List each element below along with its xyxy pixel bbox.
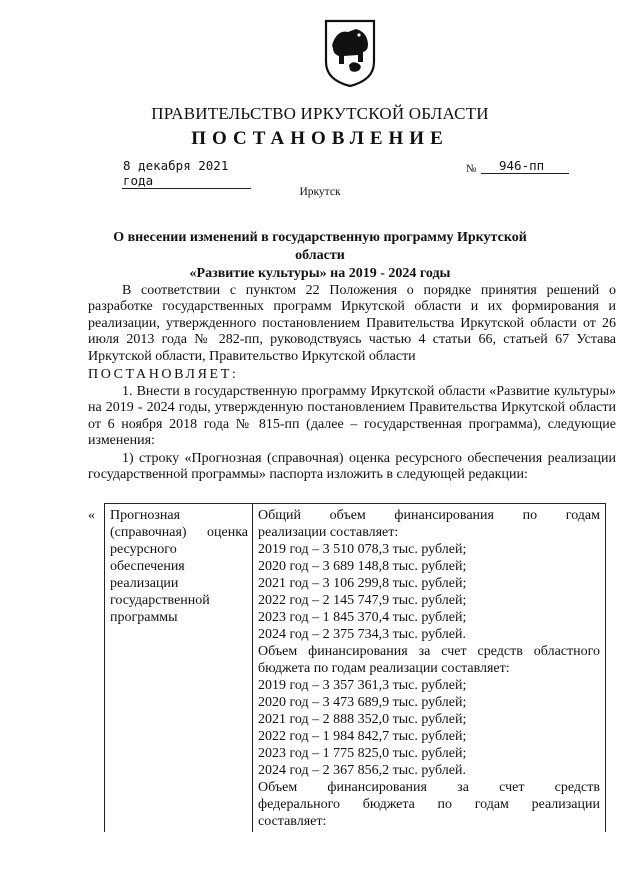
funding-line: Общий объем финансирования по годам	[258, 508, 600, 523]
funding-line: 2020 год – 3 473 689,9 тыс. рублей;	[258, 695, 467, 710]
document-title	[90, 229, 550, 283]
open-quote: «	[88, 508, 95, 523]
funding-line: 2023 год – 1 845 370,4 тыс. рублей;	[258, 610, 467, 625]
city-name: Иркутск	[299, 186, 341, 198]
decree-date: 8 декабря 2021 года	[122, 158, 251, 189]
funding-line: Объем финансирования за счет средств	[258, 780, 600, 795]
funding-line: 2019 год – 3 357 361,3 тыс. рублей;	[258, 678, 467, 693]
funding-line: составляет:	[258, 814, 327, 829]
funding-line: Объем финансирования за счет средств областного	[258, 644, 600, 659]
document-type-heading: ПОСТАНОВЛЕНИЕ	[191, 128, 449, 149]
funding-line: 2021 год – 3 106 299,8 тыс. рублей;	[258, 576, 467, 591]
decrees-heading: ПОСТАНОВЛЯЕТ:	[88, 367, 239, 382]
funding-line: 2024 год – 2 375 734,3 тыс. рублей.	[258, 627, 466, 642]
title-line-2: «Развитие культуры» на 2019 - 2024 годы	[189, 266, 451, 281]
funding-line: 2022 год – 2 145 747,9 тыс. рублей;	[258, 593, 467, 608]
irkutsk-coat-of-arms-emblem	[322, 18, 378, 88]
funding-line: 2020 год – 3 689 148,8 тыс. рублей;	[258, 559, 467, 574]
funding-line: 2021 год – 2 888 352,0 тыс. рублей;	[258, 712, 467, 727]
decree-number: 946-пп	[481, 158, 569, 174]
title-line-1: О внесении изменений в государственную программу Иркутской области	[113, 230, 527, 263]
funding-line: 2019 год – 3 510 078,3 тыс. рублей;	[258, 542, 467, 557]
funding-line: 2022 год – 1 984 842,7 тыс. рублей;	[258, 729, 467, 744]
number-sign: №	[466, 163, 477, 175]
funding-line: федерального бюджета по годам реализации	[258, 797, 600, 812]
funding-line: бюджета по годам реализации составляет:	[258, 661, 510, 676]
funding-line: реализации составляет:	[258, 525, 399, 540]
government-name: ПРАВИТЕЛЬСТВО ИРКУТСКОЙ ОБЛАСТИ	[151, 104, 489, 123]
funding-line: 2024 год – 2 367 856,2 тыс. рублей.	[258, 763, 466, 778]
table-cell-funding	[258, 507, 600, 830]
preamble-paragraph: В соответствии с пунктом 22 Положения о порядке принятия решений о разработке государственных программ Иркутской области и их формирования и реализации, утвержденного постановлением Правительства Иркутской области от 26 июля 2013 года № 282-пп, руководствуясь частью 4 статьи 66, статьей 67 Устава Иркутской области, Правительство Иркутской области	[88, 283, 616, 364]
funding-line: 2023 год – 1 775 825,0 тыс. рублей;	[258, 746, 467, 761]
item-1-1-paragraph: 1) строку «Прогнозная (справочная) оценка ресурсного обеспечения реализации государственной программы» паспорта изложить в следующей редакции:	[88, 451, 616, 483]
table-cell-indicator: Прогнозная (справочная) оценка ресурсного обеспечения реализации государственной программы	[110, 508, 248, 625]
item-1-paragraph: 1. Внести в государственную программу Иркутской области «Развитие культуры» на 2019 - 2024 годы, утвержденную постановлением Правительства Иркутской области от 6 ноября 2018 года № 815-пп (далее – государственная программа), следующие изменения:	[88, 384, 616, 449]
